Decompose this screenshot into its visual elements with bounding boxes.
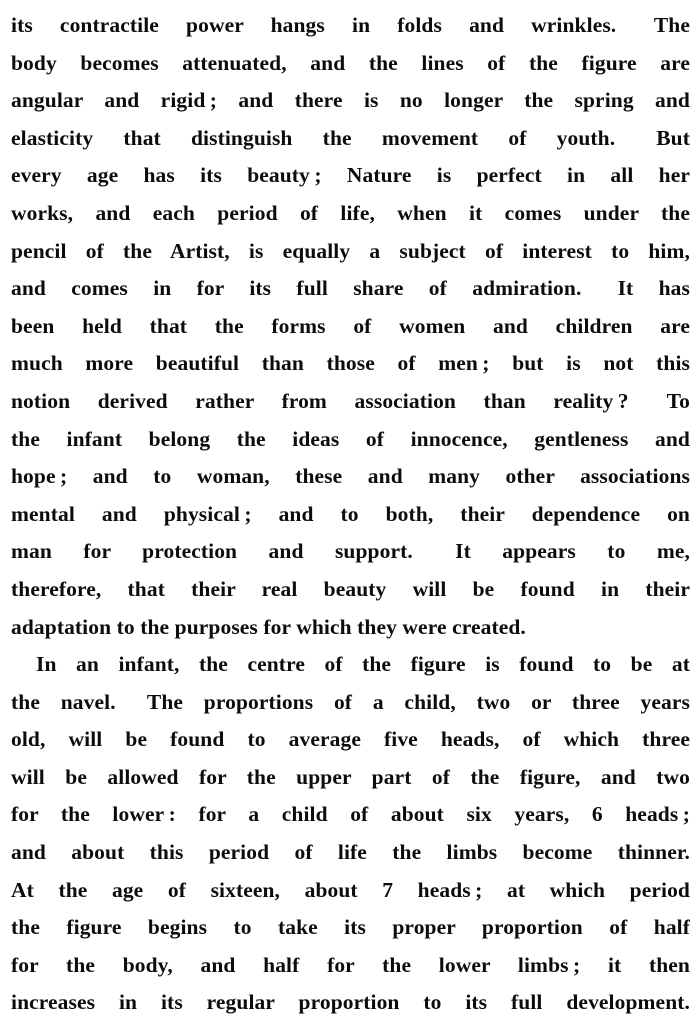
text-line: every age has its beauty ; Nature is perfect in all her [11, 163, 690, 188]
page-text [11, 7, 690, 1022]
text-line: hope ; and to woman, these and many other associations [11, 464, 690, 489]
text-line: adaptation to the purposes for which they were created. [11, 614, 526, 639]
text-line: been held that the forms of women and children are [11, 313, 690, 338]
text-line: increases in its regular proportion to its full development. [11, 990, 690, 1015]
text-line: its contractile power hangs in folds and wrinkles. The [11, 13, 690, 37]
text-line: for the lower : for a child of about six years, 6 heads ; [11, 802, 690, 827]
text-line: therefore, that their real beauty will be found in their [11, 576, 690, 601]
text-line: In an infant, the centre of the figure is found to be at [36, 652, 690, 677]
text-line: for the body, and half for the lower limbs ; it then [11, 952, 690, 977]
text-line: and about this period of life the limbs become thinner. [11, 840, 690, 865]
text-line: old, will be found to average five heads, of which three [11, 727, 690, 752]
text-line: the navel. The proportions of a child, two or three years [11, 689, 690, 714]
text-line: the figure begins to take its proper proportion of half [11, 915, 690, 940]
paragraph [11, 7, 690, 646]
text-line: man for protection and support. It appears to me, [11, 539, 690, 564]
text-line: notion derived rather from association than reality ? To [11, 388, 690, 413]
text-line: works, and each period of life, when it comes under the [11, 200, 690, 225]
text-line: pencil of the Artist, is equally a subject of interest to him, [11, 238, 690, 263]
text-line: elasticity that distinguish the movement of youth. But [11, 125, 690, 150]
paragraph [11, 646, 690, 1022]
text-line: mental and physical ; and to both, their dependence on [11, 501, 690, 526]
text-line: body becomes attenuated, and the lines of the figure are [11, 50, 690, 75]
text-line: much more beautiful than those of men ; but is not this [11, 351, 690, 376]
text-line: and comes in for its full share of admiration. It has [11, 276, 690, 301]
text-line: At the age of sixteen, about 7 heads ; at which period [11, 877, 690, 902]
text-line: the infant belong the ideas of innocence, gentleness and [11, 426, 690, 451]
text-line: angular and rigid ; and there is no longer the spring and [11, 88, 690, 113]
text-line: will be allowed for the upper part of the figure, and two [11, 764, 690, 789]
